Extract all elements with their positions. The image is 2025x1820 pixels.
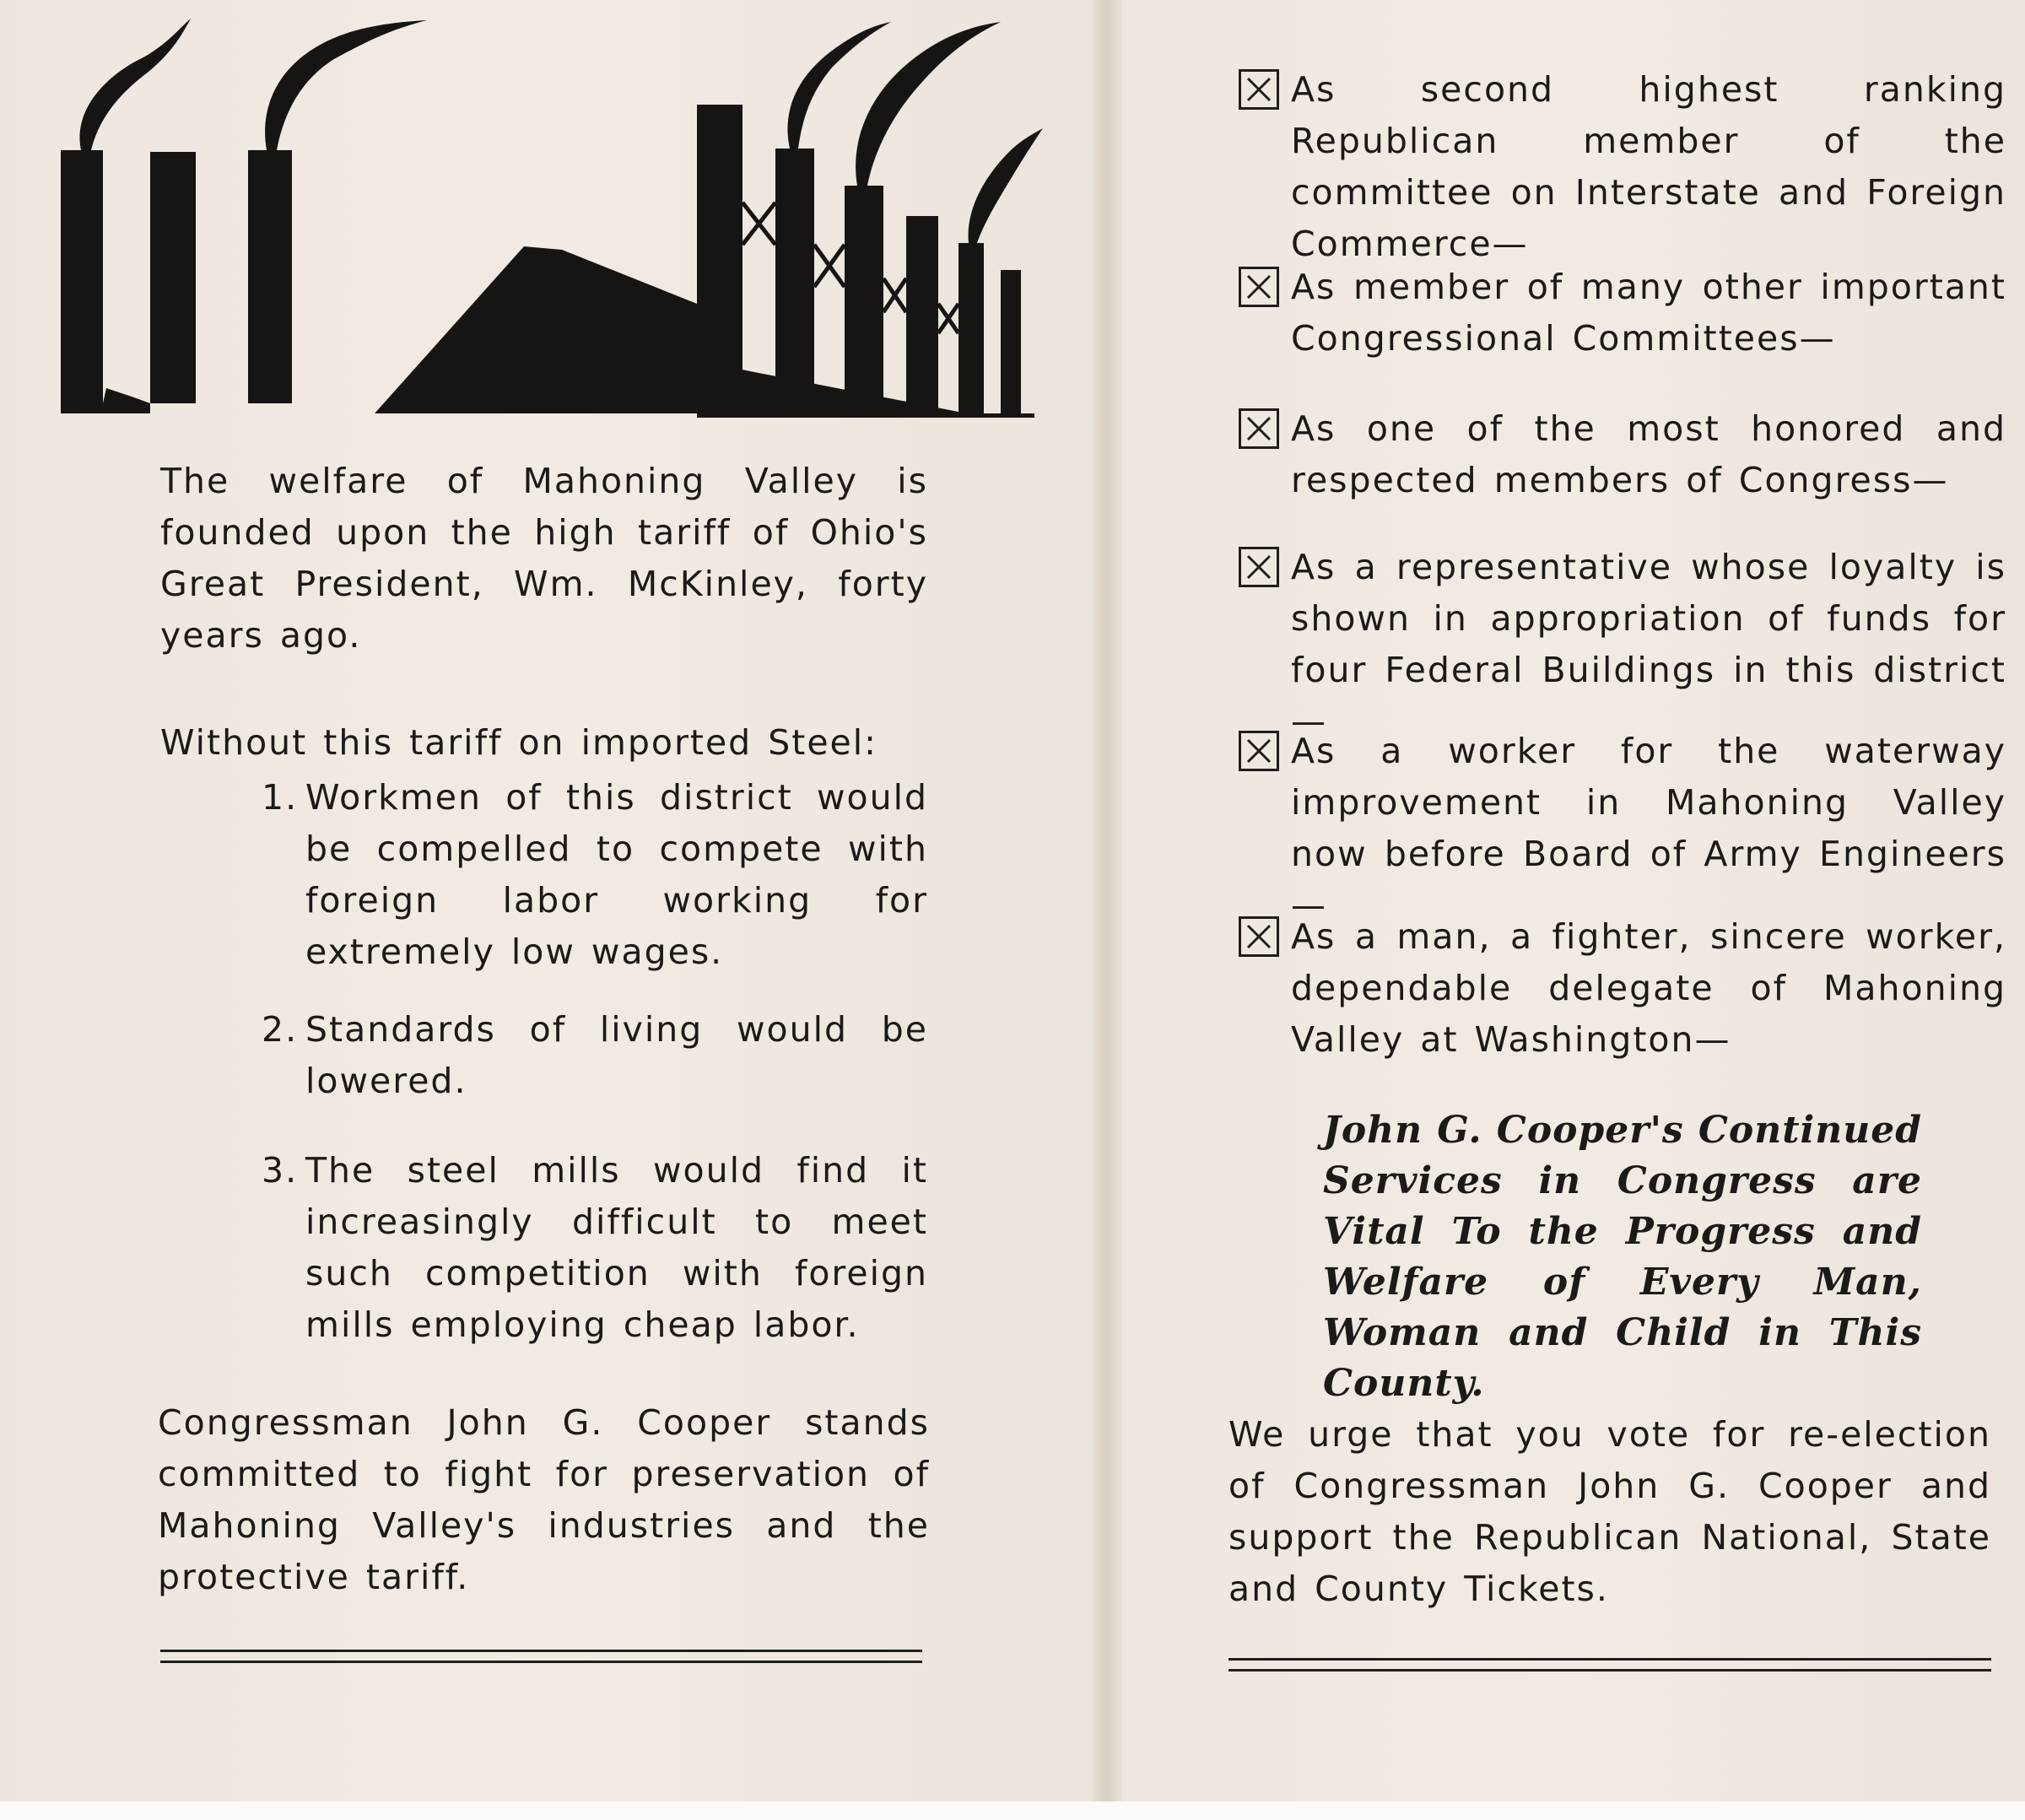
intro-paragraph [160, 456, 928, 662]
qualification-text: As member of many other important Congressional Committees— [1291, 267, 2006, 359]
reason-text: Workmen of this district would be compelled to compete with foreign labor working for extremely low wages. [305, 777, 928, 972]
reason-1 [262, 772, 928, 978]
reason-number: 1. [262, 777, 299, 818]
reason-text: The steel mills would find it increasingly difficult to meet such competition with foreign mills employing cheap labor. [305, 1150, 928, 1345]
qualification-text: As a worker for the waterway improvement in Mahoning Valley now before Board of Army Engineers— [1291, 731, 2006, 926]
qualification-item [1239, 403, 2006, 506]
checked-box-icon [1239, 916, 1279, 957]
checked-box-icon [1239, 731, 1279, 771]
qualification-item [1239, 542, 2006, 748]
qualification-text: As a man, a fighter, sincere worker, dependable delegate of Mahoning Valley at Washington— [1291, 916, 2006, 1060]
without-tariff-heading [160, 717, 928, 769]
checked-box-icon [1239, 547, 1279, 587]
double-rule-divider [160, 1650, 922, 1663]
intro-text: The welfare of Mahoning Valley is founded upon the high tariff of Ohio's Great President, Wm. McKinley, forty years ago. [160, 461, 928, 656]
reason-3 [262, 1145, 928, 1351]
checked-box-icon [1239, 267, 1279, 307]
closing-text: Congressman John G. Cooper stands committed to fight for preservation of Mahoning Valley's industries and the protective tariff. [158, 1402, 930, 1597]
qualification-text: As one of the most honored and respected members of Congress— [1291, 408, 2006, 500]
checked-box-icon [1239, 69, 1279, 110]
factory-smokestacks-illustration [56, 17, 1051, 418]
qualification-text: As a representative whose loyalty is shown in appropriation of funds for four Federal Buildings in this district— [1291, 547, 2006, 742]
qualification-item [1239, 262, 2006, 365]
scan-margin [0, 1801, 2025, 1820]
qualification-item [1239, 64, 2006, 270]
reason-number: 2. [262, 1009, 299, 1050]
vote-appeal [1228, 1409, 1991, 1615]
endorsement-quote: John G. Cooper's Continued Services in Congress are Vital To the Progress and Welfare of Every Man, Woman and Child in This County. [1323, 1109, 1922, 1405]
center-fold [1094, 0, 1122, 1801]
qualification-item [1239, 911, 2006, 1066]
without-tariff-text: Without this tariff on imported Steel: [160, 722, 878, 763]
reason-text: Standards of living would be lowered. [305, 1009, 928, 1101]
reason-number: 3. [262, 1150, 299, 1191]
checked-box-icon [1239, 408, 1279, 449]
qualification-item [1239, 726, 2006, 932]
vote-appeal-text: We urge that you vote for re-election of Congressman John G. Cooper and support the Republican National, State and County Tickets. [1228, 1414, 1991, 1609]
double-rule-divider [1228, 1658, 1991, 1671]
qualification-text: As second highest ranking Republican member of the committee on Interstate and Foreign Commerce— [1291, 69, 2006, 264]
closing-paragraph [158, 1397, 930, 1603]
reason-2 [262, 1004, 928, 1107]
